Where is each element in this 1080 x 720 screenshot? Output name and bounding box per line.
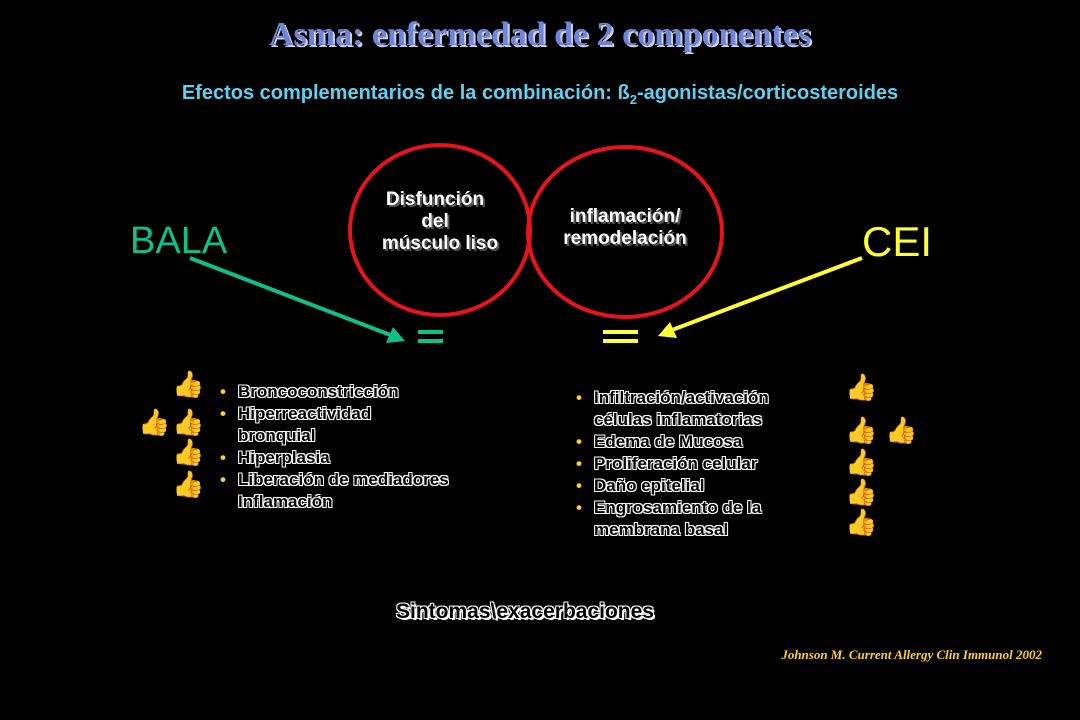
right-circle-line: remodelación xyxy=(563,228,687,249)
bala-label: BALA xyxy=(130,220,228,262)
left-bullet-list xyxy=(218,381,508,513)
left-circle-line: músculo liso xyxy=(381,233,499,254)
subtitle-subscript: 2 xyxy=(629,92,637,107)
list-item: • Engrosamiento de la membrana basal xyxy=(574,497,794,541)
thumbs-up-icon: 👍 xyxy=(845,373,878,403)
thumbs-up-icon: 👍 xyxy=(845,448,878,478)
thumbs-up-icon: 👍 xyxy=(885,416,918,446)
thumbs-up-icon: 👍 xyxy=(845,478,878,508)
thumbs-up-icon: 👍 xyxy=(172,438,205,468)
left-circle-label xyxy=(355,189,515,255)
list-item: • Proliferación celular xyxy=(574,453,814,475)
right-bullet-list xyxy=(574,387,814,541)
thumbs-up-icon: 👍 xyxy=(172,408,205,438)
left-equals-sign xyxy=(418,330,443,343)
left-circle-line: del xyxy=(421,211,449,232)
page-title: Asma: enfermedad de 2 componentes xyxy=(268,16,812,53)
subtitle-prefix: Efectos complementarios de la combinación: ß xyxy=(181,82,630,104)
symptoms-label: Sintomas\exacerbaciones xyxy=(396,600,654,623)
list-item: • Infiltración/activación células inflamatorias xyxy=(574,387,804,431)
right-equals-sign xyxy=(603,330,638,343)
thumbs-up-icon: 👍 xyxy=(845,416,878,446)
thumbs-up-icon: 👍 xyxy=(172,370,205,400)
right-arrow xyxy=(672,258,862,330)
citation: Johnson M. Current Allergy Clin Immunol 2002 xyxy=(781,647,1042,662)
list-item: • Hiperplasia xyxy=(218,447,508,469)
right-circle-label xyxy=(535,206,715,250)
cei-label: CEI xyxy=(862,218,933,265)
list-item: • Hiperreactividad bronquial xyxy=(218,403,408,447)
thumbs-up-icon: 👍 xyxy=(172,470,205,500)
left-circle-line: Disfunción xyxy=(385,189,485,210)
list-item: • Edema de Mucosa xyxy=(574,431,814,453)
list-item: • Broncoconstricción xyxy=(218,381,508,403)
list-item: • Daño epitelial xyxy=(574,475,814,497)
thumbs-up-icon: 👍 xyxy=(845,508,878,538)
right-circle-line: inflamación/ xyxy=(569,206,681,227)
subtitle-suffix: -agonistas/corticosteroides xyxy=(636,82,899,104)
thumbs-up-icon: 👍 xyxy=(138,408,171,438)
list-item: • Liberación de mediadores Inflamación xyxy=(218,469,488,513)
